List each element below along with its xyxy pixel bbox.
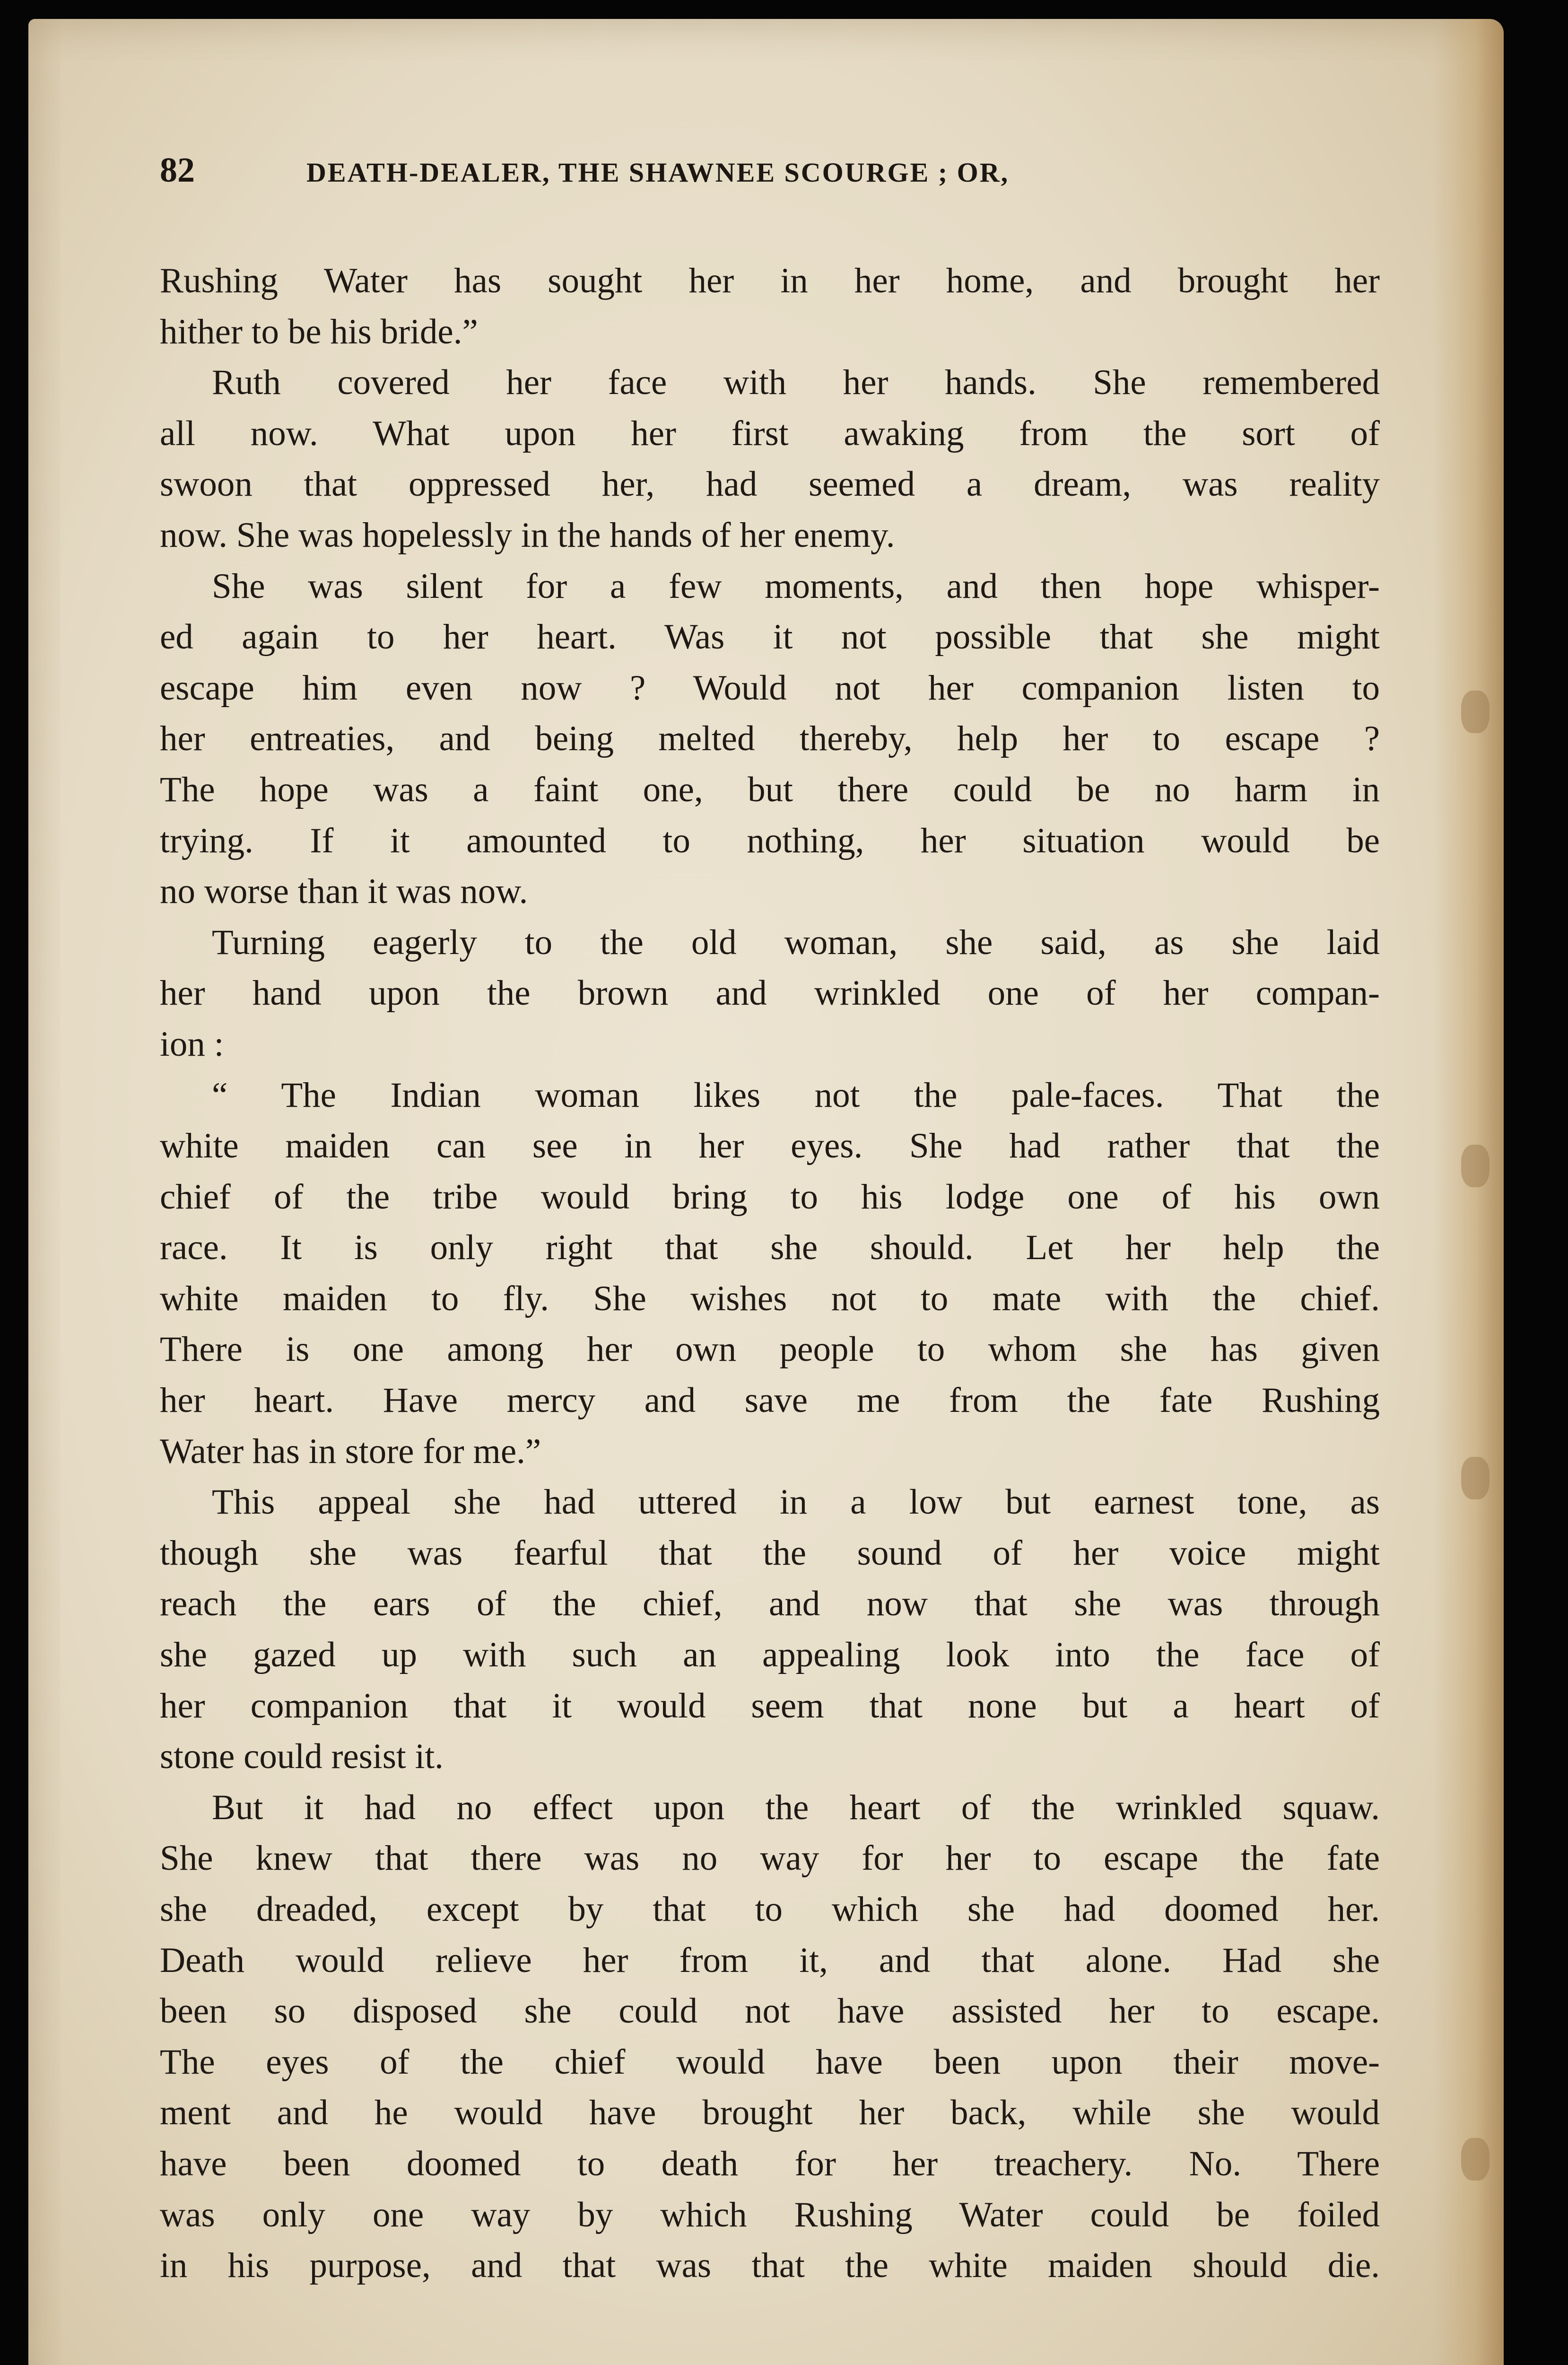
text-line: ed again to her heart. Was it not possible that she might — [160, 617, 1380, 657]
text-line: Water has in store for me.” — [160, 1431, 541, 1471]
text-line: chief of the tribe would bring to his lodge one of his own — [160, 1177, 1380, 1217]
text-line: Ruth covered her face with her hands. She remembered — [212, 363, 1380, 403]
text-line: trying. If it amounted to nothing, her situation would be — [160, 821, 1380, 860]
page-header — [160, 150, 1290, 191]
text-line: Rushing Water has sought her in her home, and brought her — [160, 261, 1380, 300]
text-line: reach the ears of the chief, and now that she was through — [160, 1584, 1380, 1624]
paragraph — [160, 1070, 1380, 1477]
text-line: been so disposed she could not have assisted her to escape. — [160, 1991, 1380, 2031]
text-line: She was silent for a few moments, and then hope whisper- — [212, 566, 1380, 606]
body-text — [160, 255, 1380, 2291]
text-line: she dreaded, except by that to which she had doomed her. — [160, 1890, 1380, 1929]
worn-page-edge — [1433, 19, 1504, 2365]
text-line: There is one among her own people to whom she has given — [160, 1330, 1380, 1369]
text-line: ion : — [160, 1024, 224, 1064]
text-line: was only one way by which Rushing Water could be foiled — [160, 2195, 1380, 2234]
text-line: swoon that oppressed her, had seemed a dream, was reality — [160, 464, 1380, 504]
text-line: race. It is only right that she should. Let her help the — [160, 1228, 1380, 1268]
text-line: Death would relieve her from it, and that alone. Had she — [160, 1940, 1380, 1980]
text-line: no worse than it was now. — [160, 872, 528, 911]
text-line: she gazed up with such an appealing look into the face of — [160, 1635, 1380, 1675]
text-line: hither to be his bride.” — [160, 312, 478, 351]
paragraph — [160, 255, 1380, 357]
text-line: This appeal she had uttered in a low but earnest tone, as — [212, 1482, 1380, 1522]
text-line: escape him even now ? Would not her companion listen to — [160, 668, 1380, 708]
text-line: her heart. Have mercy and save me from the fate Rushing — [160, 1381, 1380, 1420]
text-line: her hand upon the brown and wrinkled one of her compan- — [160, 973, 1380, 1013]
page-tear-mark — [1461, 2138, 1490, 2181]
text-line: have been doomed to death for her treachery. No. There — [160, 2144, 1380, 2183]
text-line: her entreaties, and being melted thereby, help her to escape ? — [160, 719, 1380, 759]
paragraph — [160, 1782, 1380, 2291]
text-line: stone could resist it. — [160, 1737, 444, 1777]
running-head: DEATH-DEALER, THE SHAWNEE SCOURGE ; OR, — [306, 157, 1010, 188]
page-tear-mark — [1461, 1457, 1490, 1499]
paragraph — [160, 1477, 1380, 1782]
text-line: But it had no effect upon the heart of the wrinkled squaw. — [212, 1787, 1380, 1827]
text-line: ment and he would have brought her back, while she would — [160, 2093, 1380, 2133]
text-line: her companion that it would seem that none but a heart of — [160, 1686, 1380, 1726]
text-line: in his purpose, and that was that the white maiden should die. — [160, 2246, 1380, 2286]
text-line: white maiden to fly. She wishes not to mate with the chief. — [160, 1279, 1380, 1318]
paragraph — [160, 561, 1380, 917]
paragraph — [160, 357, 1380, 561]
text-line: Turning eagerly to the old woman, she said, as she laid — [212, 922, 1380, 962]
text-line: white maiden can see in her eyes. She had rather that the — [160, 1126, 1380, 1166]
page-number: 82 — [160, 151, 195, 190]
text-line: “ The Indian woman likes not the pale-faces. That the — [212, 1075, 1380, 1115]
text-line: though she was fearful that the sound of her voice might — [160, 1533, 1380, 1573]
page-tear-mark — [1461, 1145, 1490, 1187]
paragraph — [160, 917, 1380, 1070]
text-line: now. She was hopelessly in the hands of her enemy. — [160, 515, 895, 555]
text-line: She knew that there was no way for her to escape the fate — [160, 1839, 1380, 1878]
text-line: all now. What upon her first awaking from the sort of — [160, 413, 1380, 453]
page-tear-mark — [1461, 691, 1490, 733]
text-line: The eyes of the chief would have been upon their move- — [160, 2042, 1380, 2082]
text-line: The hope was a faint one, but there could be no harm in — [160, 770, 1380, 809]
